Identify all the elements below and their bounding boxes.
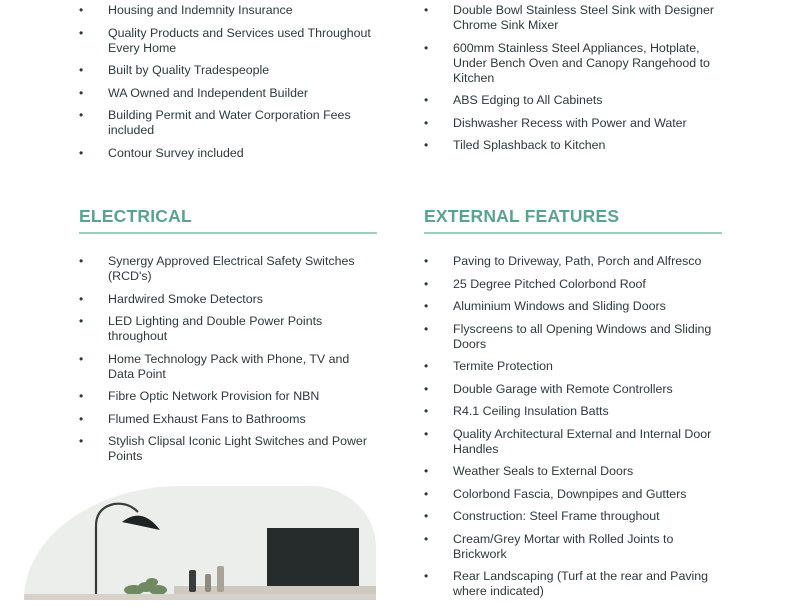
- external-feature-item-text: Termite Protection: [453, 359, 553, 373]
- right-top-list: [424, 3, 724, 153]
- general-feature-item-text: Building Permit and Water Corporation Fees included: [108, 108, 351, 137]
- bullet-icon: •: [79, 254, 84, 268]
- general-feature-item: [79, 108, 379, 138]
- bullet-icon: •: [79, 145, 84, 160]
- bullet-icon: •: [424, 115, 429, 130]
- general-feature-item-text: Built by Quality Tradespeople: [108, 63, 270, 77]
- bullet-icon: •: [79, 434, 84, 448]
- external-feature-item: [424, 299, 722, 314]
- kitchen-feature-item: [424, 116, 724, 131]
- electrical-item: [79, 412, 377, 427]
- bullet-icon: •: [79, 351, 84, 366]
- electrical-item: [79, 434, 377, 464]
- external-feature-item: [424, 532, 722, 562]
- left-top-list: [79, 3, 379, 161]
- interior-room-illustration: [24, 486, 376, 600]
- external-feature-item: [424, 569, 722, 599]
- bullet-icon: •: [424, 138, 429, 152]
- left-top-section: [79, 3, 379, 168]
- external-feature-item-text: Rear Landscaping (Turf at the rear and Paving where indicated): [453, 569, 709, 598]
- electrical-item: [79, 352, 377, 382]
- general-feature-item: [79, 26, 379, 56]
- general-feature-item-text: Housing and Indemnity Insurance: [108, 3, 293, 17]
- bullet-icon: •: [424, 321, 429, 336]
- kitchen-feature-item: [424, 3, 724, 33]
- bullet-icon: •: [79, 25, 84, 40]
- kitchen-feature-item-text: Dishwasher Recess with Power and Water: [453, 115, 687, 130]
- bullet-icon: •: [79, 63, 84, 77]
- bullet-icon: •: [424, 40, 429, 55]
- external-feature-item: [424, 254, 722, 269]
- bullet-icon: •: [424, 509, 429, 523]
- bullet-icon: •: [424, 404, 429, 418]
- bullet-icon: •: [424, 299, 429, 313]
- general-feature-item-text: Quality Products and Services used Throughout Every Home: [108, 25, 371, 55]
- external-feature-item: [424, 277, 722, 292]
- electrical-item-text: LED Lighting and Double Power Points throughout: [108, 314, 323, 343]
- general-feature-item: [79, 63, 379, 78]
- electrical-item: [79, 292, 377, 307]
- electrical-list: [79, 254, 377, 464]
- external-features-section: [424, 205, 722, 607]
- electrical-heading: ELECTRICAL: [79, 206, 192, 226]
- external-features-divider: [424, 232, 722, 234]
- electrical-item-text: Stylish Clipsal Iconic Light Switches and Power Points: [108, 434, 367, 463]
- interior-room-photo: [24, 486, 376, 600]
- bullet-icon: •: [424, 93, 429, 107]
- electrical-divider: [79, 232, 377, 234]
- kitchen-feature-item-text: Tiled Splashback to Kitchen: [453, 138, 606, 152]
- external-feature-item: [424, 382, 722, 397]
- bullet-icon: •: [424, 531, 429, 546]
- external-feature-item: [424, 487, 722, 502]
- external-feature-item: [424, 427, 722, 457]
- external-feature-item-text: Aluminium Windows and Sliding Doors: [453, 299, 666, 313]
- external-feature-item-text: Double Garage with Remote Controllers: [453, 381, 673, 396]
- general-feature-item-text: Contour Survey included: [108, 145, 244, 160]
- television-shape: [267, 528, 359, 586]
- bullet-icon: •: [424, 381, 429, 396]
- external-feature-item-text: 25 Degree Pitched Colorbond Roof: [453, 276, 646, 291]
- kitchen-feature-item: [424, 138, 724, 153]
- bullet-icon: •: [424, 254, 429, 268]
- electrical-item-text: Hardwired Smoke Detectors: [108, 291, 263, 306]
- electrical-item-text: Home Technology Pack with Phone, TV and Data Point: [108, 351, 350, 381]
- electrical-item-text: Fibre Optic Network Provision for NBN: [108, 389, 320, 403]
- right-top-section: [424, 3, 724, 161]
- electrical-section: [79, 205, 377, 472]
- bullet-icon: •: [424, 569, 429, 583]
- kitchen-feature-item-text: 600mm Stainless Steel Appliances, Hotplate, Under Bench Oven and Canopy Rangehood to Kitchen: [453, 40, 710, 85]
- external-features-list: [424, 254, 722, 599]
- kitchen-feature-item-text: Double Bowl Stainless Steel Sink with Designer Chrome Sink Mixer: [453, 3, 715, 32]
- external-feature-item-text: Flyscreens to all Opening Windows and Sliding Doors: [453, 321, 712, 351]
- bullet-icon: •: [79, 3, 84, 17]
- external-feature-item: [424, 464, 722, 479]
- external-feature-item-text: R4.1 Ceiling Insulation Batts: [453, 404, 609, 418]
- external-feature-item: [424, 359, 722, 374]
- bullet-icon: •: [424, 426, 429, 441]
- external-feature-item-text: Colorbond Fascia, Downpipes and Gutters: [453, 486, 687, 501]
- external-feature-item-text: Paving to Driveway, Path, Porch and Alfresco: [453, 254, 702, 268]
- kitchen-feature-item-text: ABS Edging to All Cabinets: [453, 93, 603, 107]
- general-feature-item-text: WA Owned and Independent Builder: [108, 85, 308, 100]
- kitchen-feature-item: [424, 41, 724, 86]
- electrical-item: [79, 254, 377, 284]
- kitchen-feature-item: [424, 93, 724, 108]
- electrical-item-text: Flumed Exhaust Fans to Bathrooms: [108, 411, 306, 426]
- bullet-icon: •: [79, 389, 84, 403]
- bullet-icon: •: [424, 3, 429, 17]
- bullet-icon: •: [424, 276, 429, 291]
- general-feature-item: [79, 86, 379, 101]
- external-features-heading: EXTERNAL FEATURES: [424, 206, 620, 226]
- bullet-icon: •: [424, 464, 429, 478]
- electrical-item-text: Synergy Approved Electrical Safety Switches (RCD's): [108, 254, 355, 283]
- bullet-icon: •: [79, 291, 84, 306]
- bullet-icon: •: [79, 108, 84, 122]
- electrical-item: [79, 314, 377, 344]
- general-feature-item: [79, 3, 379, 18]
- bullet-icon: •: [79, 85, 84, 100]
- external-feature-item: [424, 404, 722, 419]
- external-feature-item-text: Cream/Grey Mortar with Rolled Joints to Brickwork: [453, 531, 674, 561]
- bullet-icon: •: [79, 411, 84, 426]
- general-feature-item: [79, 146, 379, 161]
- bullet-icon: •: [424, 359, 429, 373]
- external-feature-item: [424, 509, 722, 524]
- external-feature-item-text: Weather Seals to External Doors: [453, 464, 634, 478]
- external-feature-item-text: Quality Architectural External and Internal Door Handles: [453, 426, 712, 456]
- external-feature-item: [424, 322, 722, 352]
- electrical-item: [79, 389, 377, 404]
- bullet-icon: •: [424, 486, 429, 501]
- external-feature-item-text: Construction: Steel Frame throughout: [453, 509, 660, 523]
- bullet-icon: •: [79, 314, 84, 328]
